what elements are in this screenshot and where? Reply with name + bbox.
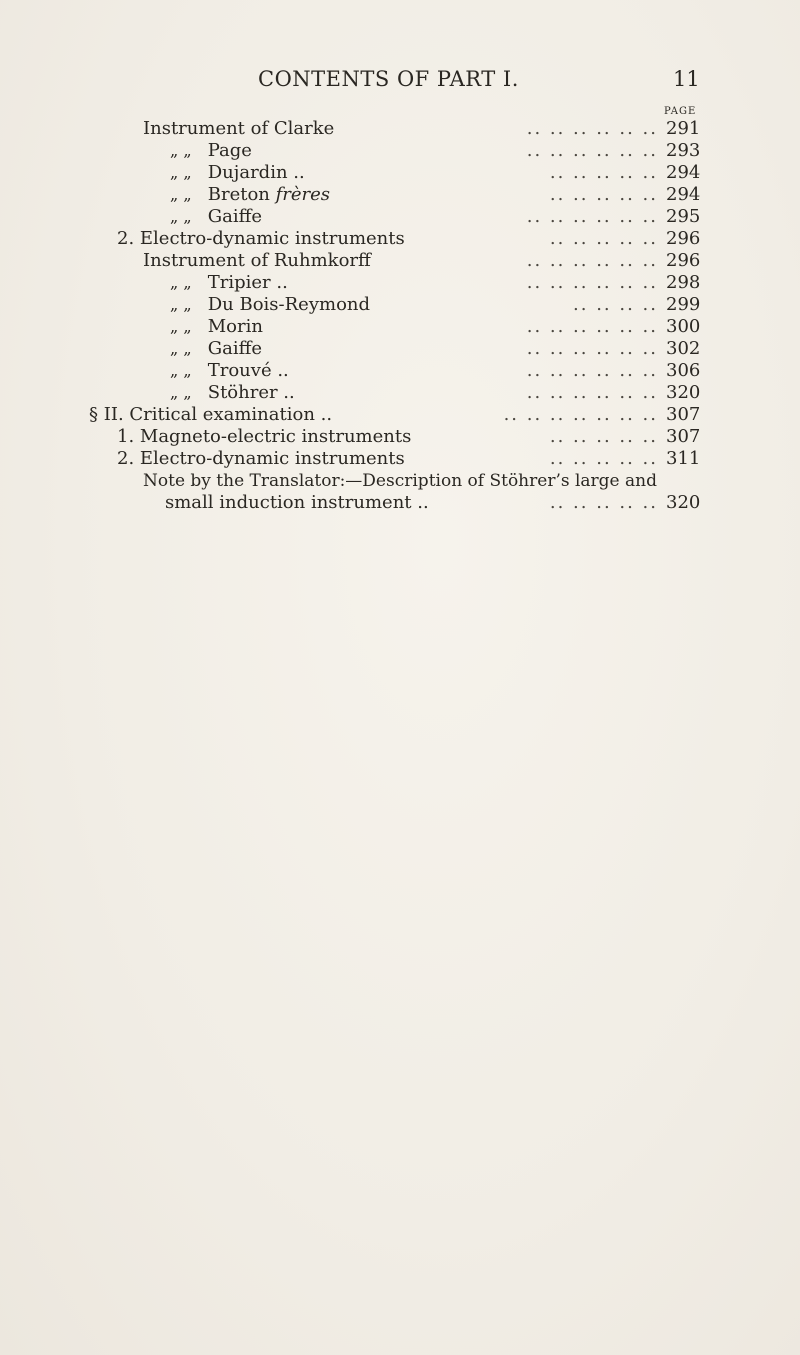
- toc-entry-page: 299: [666, 294, 701, 315]
- toc-entry-page: 291: [666, 118, 701, 139]
- toc-entry: [143, 118, 334, 140]
- toc-entry: [170, 294, 370, 316]
- leader-dots: .. .. .. .. .. .. ..: [503, 404, 658, 425]
- leader-dots: .. .. .. .. .. ..: [526, 250, 658, 271]
- toc-entry: [143, 250, 371, 272]
- ditto-marks: „ „: [170, 185, 192, 204]
- toc-entry-label: Gaiffe: [207, 206, 263, 227]
- ditto-marks: „ „: [170, 141, 192, 160]
- toc-entry: [117, 228, 405, 250]
- toc-entry: [165, 492, 429, 514]
- toc-entry-page: 307: [666, 404, 701, 425]
- toc-entry-page: 306: [666, 360, 701, 381]
- toc-entry: [170, 140, 252, 162]
- page-column-label: PAGE: [664, 106, 697, 117]
- toc-entry-page: 294: [666, 162, 701, 183]
- toc-entry-page: 320: [666, 492, 701, 513]
- toc-entry: [170, 272, 288, 294]
- leader-dots: .. .. .. .. .. ..: [526, 272, 658, 293]
- toc-entry-label: 1. Magneto-electric instruments: [117, 426, 412, 447]
- toc-entry-label: Dujardin ..: [207, 162, 305, 183]
- toc-entry-page: 296: [666, 250, 701, 271]
- toc-entry-label: [208, 184, 330, 206]
- ditto-marks: „ „: [170, 207, 192, 226]
- toc-entry-page: 302: [666, 338, 701, 359]
- toc-entry: [117, 426, 411, 448]
- toc-entry-label: 2. Electro-dynamic instruments: [117, 448, 405, 469]
- toc-entry-label: Gaiffe: [207, 338, 263, 359]
- toc-entry-label: Stöhrer ..: [207, 382, 295, 403]
- leader-dots: .. .. .. .. ..: [549, 184, 658, 205]
- toc-entry-page: 307: [666, 426, 701, 447]
- toc-entry-page: 311: [666, 448, 701, 469]
- toc-entry-page: 294: [666, 184, 701, 205]
- ditto-marks: „ „: [170, 383, 192, 402]
- toc-entry-page: 320: [666, 382, 701, 403]
- toc-entry-page: 295: [666, 206, 701, 227]
- leader-dots: .. .. .. .. ..: [549, 228, 658, 249]
- toc-entry-label: Trouvé ..: [207, 360, 289, 381]
- toc-entry-page: 293: [666, 140, 701, 161]
- toc-entry: [117, 448, 405, 470]
- leader-dots: .. .. .. .. .. ..: [526, 338, 658, 359]
- toc-entry-label-italic: frères: [275, 184, 331, 205]
- ditto-marks: „ „: [170, 295, 192, 314]
- toc-entry-label: Du Bois-Reymond: [207, 294, 371, 315]
- page-header: [0, 67, 800, 97]
- ditto-marks: „ „: [170, 273, 192, 292]
- toc-entry: [170, 316, 263, 338]
- toc-entry-label: small induction instrument ..: [165, 492, 429, 513]
- ditto-marks: „ „: [170, 339, 192, 358]
- toc-entry-label: Instrument of Ruhmkorff: [143, 250, 371, 271]
- toc-entry-page: 296: [666, 228, 701, 249]
- toc-entry-page: 298: [666, 272, 701, 293]
- toc-entry: [143, 470, 657, 492]
- toc-entry-label: Instrument of Clarke: [143, 118, 335, 139]
- leader-dots: .. .. .. .. .. ..: [526, 316, 658, 337]
- toc-entry-label: Page: [207, 140, 252, 161]
- toc-entry-page: 300: [666, 316, 701, 337]
- leader-dots: .. .. .. .. .. ..: [526, 206, 658, 227]
- toc-entry: [170, 162, 305, 184]
- toc-entry-label-roman: Breton: [207, 184, 270, 205]
- leader-dots: .. .. .. .. ..: [549, 162, 658, 183]
- leader-dots: .. .. .. .. .. ..: [526, 140, 658, 161]
- leader-dots: .. .. .. .. .. ..: [526, 360, 658, 381]
- leader-dots: .. .. .. .. .. ..: [526, 382, 658, 403]
- toc-entry-label: 2. Electro-dynamic instruments: [117, 228, 405, 249]
- toc-entry-label: Tripier ..: [207, 272, 288, 293]
- leader-dots: .. .. .. .. ..: [549, 448, 658, 469]
- leader-dots: .. .. .. .. ..: [549, 426, 658, 447]
- toc-entry: [170, 184, 330, 206]
- leader-dots: .. .. .. .. .. ..: [526, 118, 658, 139]
- ditto-marks: „ „: [170, 361, 192, 380]
- toc-entry: [89, 404, 332, 426]
- toc-entry-label: § II. Critical examination ..: [89, 404, 333, 425]
- leader-dots: .. .. .. ..: [573, 294, 658, 315]
- toc-entry: [170, 360, 289, 382]
- leader-dots: .. .. .. .. ..: [549, 492, 658, 513]
- ditto-marks: „ „: [170, 163, 192, 182]
- running-title: CONTENTS OF PART I.: [258, 67, 519, 91]
- toc-entry: [170, 338, 262, 360]
- toc-entry-label: Note by the Translator:—Description of Stöhrer’s large and: [143, 471, 657, 491]
- toc-entry: [170, 206, 262, 228]
- toc-entry: [170, 382, 295, 404]
- toc-entry-label: Morin: [207, 316, 263, 337]
- ditto-marks: „ „: [170, 317, 192, 336]
- page-number: 11: [673, 67, 700, 91]
